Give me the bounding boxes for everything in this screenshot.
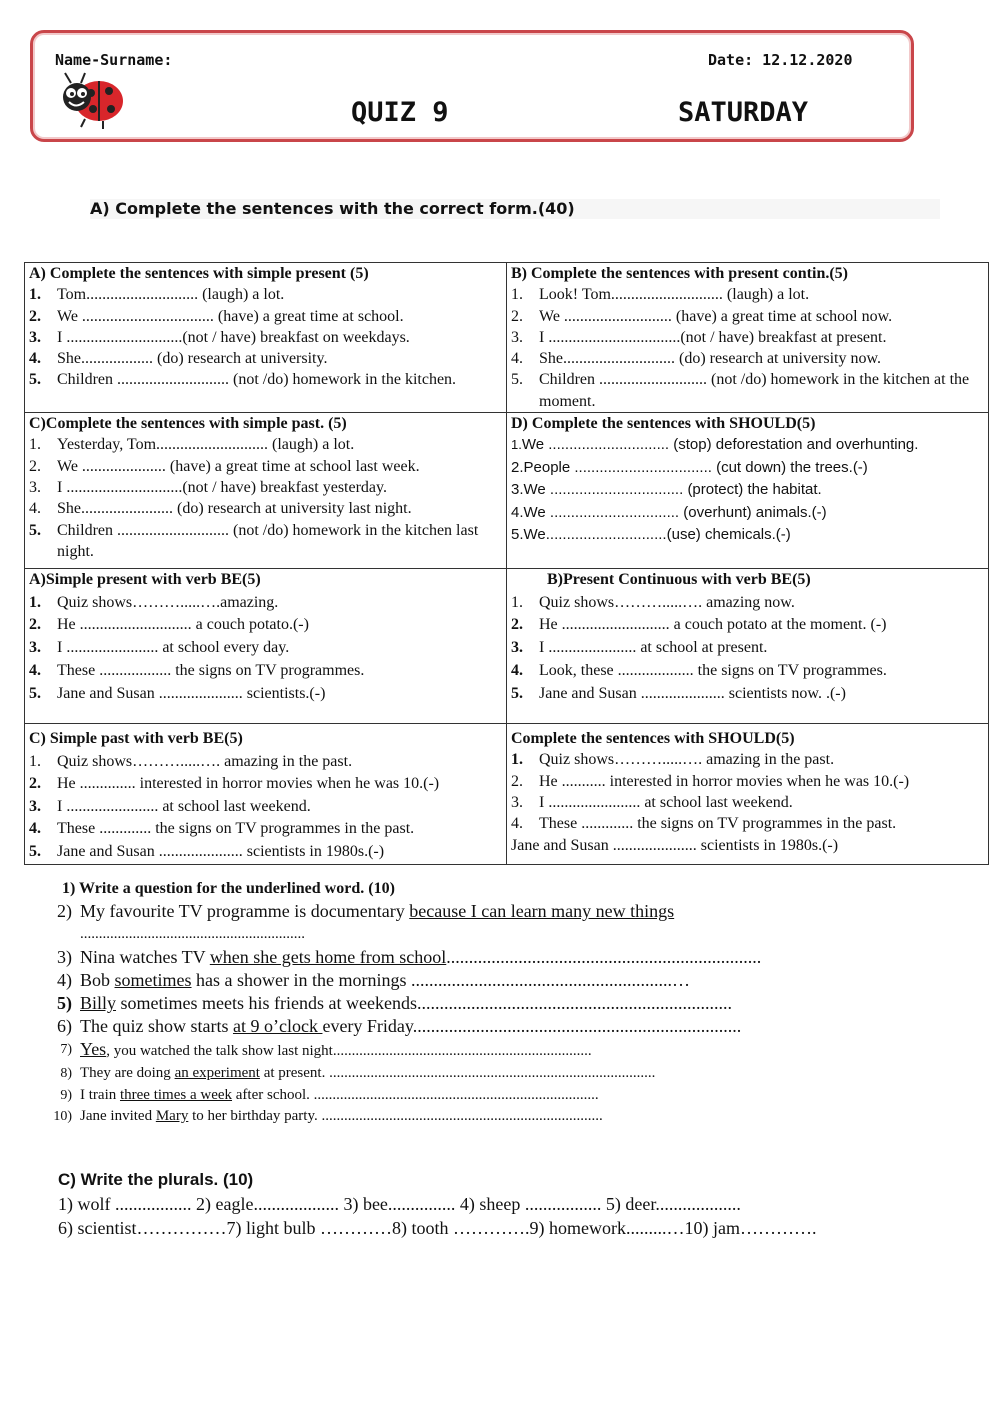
- item-number: 2.: [29, 775, 41, 793]
- cell-present-continuous: [507, 263, 989, 413]
- question-text: My favourite TV programme is documentary: [80, 901, 410, 921]
- question-text: Bob: [80, 970, 115, 990]
- item-number: 5.: [511, 371, 523, 389]
- question-text: I train: [80, 1086, 120, 1103]
- item-text: We ................................ (protect) the habitat.: [523, 481, 822, 499]
- item-text: We ........................... (have) a great time at school now.: [539, 307, 893, 325]
- question-text: The quiz show starts: [80, 1016, 233, 1036]
- ladybug-icon: [55, 69, 127, 131]
- item-text: Children ............................ (not /do) homework in the kitchen last night.: [57, 521, 479, 560]
- item-number: 1.: [511, 593, 523, 611]
- question-continuation: [40, 923, 960, 946]
- item-number: 3.: [29, 639, 41, 657]
- item-text: I ....................... at school every day.: [57, 639, 290, 657]
- item-number: 5.: [29, 684, 41, 702]
- item-text: She............................ (do) research at university now.: [539, 350, 881, 368]
- cell-title: B)Present Continuous with verb BE(5): [547, 571, 811, 589]
- item-number: 3.: [511, 639, 523, 657]
- item-number: 3.: [511, 481, 524, 499]
- item-number: 4.: [29, 350, 41, 368]
- underlined-word: an experiment: [174, 1065, 260, 1081]
- item-text: We.............................(use) chemicals.(-): [523, 526, 791, 544]
- item-text: We ..................... (have) a great time at school last week.: [57, 457, 420, 475]
- question-item: [40, 1106, 960, 1128]
- item-number: 2.: [29, 457, 41, 475]
- item-number: 1.: [29, 752, 41, 770]
- question-item: [40, 1063, 960, 1085]
- item-number: 4.: [511, 350, 523, 368]
- item-number: 1.: [29, 436, 41, 454]
- question-number: 3): [57, 947, 72, 967]
- question-text: Jane invited: [80, 1108, 156, 1124]
- item-number: 5.: [29, 371, 41, 389]
- cell-title: B) Complete the sentences with present contin.(5): [511, 265, 848, 282]
- item-text: Look, these ................... the signs on TV programmes.: [539, 661, 887, 679]
- question-section: [40, 880, 960, 1128]
- item-number: 4.: [29, 661, 41, 679]
- item-text: We ............................... (overhunt) animals.(-): [523, 503, 827, 521]
- item-text: I ....................... at school last weekend.: [539, 793, 793, 811]
- cell-past-be: [25, 724, 507, 865]
- answer-line: ............................................................: [80, 926, 305, 942]
- item-text: Children ........................... (not /do) homework in the kitchen at the moment.: [539, 371, 970, 410]
- cell-title: D) Complete the sentences with SHOULD(5): [511, 415, 816, 433]
- question-number: 9): [60, 1087, 72, 1103]
- item-number: 1.: [511, 286, 523, 304]
- item-number: 1.: [511, 751, 523, 769]
- cell-simple-past: [25, 413, 507, 569]
- question-text: to her birthday party. ...........................................................................: [188, 1108, 603, 1124]
- question-item: [40, 992, 960, 1015]
- item-text: Tom............................ (laugh) a lot.: [57, 286, 285, 304]
- item-text: These .................. the signs on TV programmes.: [57, 661, 365, 679]
- item-text: I .............................(not / have) breakfast on weekdays.: [57, 328, 410, 346]
- item-number: 3.: [29, 478, 41, 496]
- question-text: ......................................................................: [446, 947, 762, 967]
- question-item: [40, 969, 960, 992]
- section-a-title: A) Complete the sentences with the correct form.(40): [90, 199, 940, 219]
- question-text: after school. ............................................................................: [232, 1086, 599, 1103]
- item-text: We ................................. (have) a great time at school.: [57, 307, 404, 325]
- quiz-title: QUIZ 9: [351, 97, 449, 128]
- underlined-word: when she gets home from school: [209, 947, 447, 967]
- item-text: Jane and Susan ..................... scientists in 1980s.(-): [511, 836, 839, 854]
- plurals-section: [58, 1170, 958, 1240]
- cell-continuous-be: [507, 569, 989, 724]
- item-number: 2.: [29, 616, 41, 634]
- question-item: [40, 900, 960, 923]
- item-number: 5.: [511, 526, 524, 544]
- item-number: 4.: [511, 815, 523, 833]
- item-text: I .................................(not / have) breakfast at present.: [539, 328, 887, 346]
- item-text: Quiz shows……….....….amazing.: [57, 593, 279, 611]
- name-surname-label: Name-Surname:: [55, 51, 173, 69]
- item-text: We ............................. (stop) deforestation and overhunting.: [521, 436, 919, 454]
- item-text: Look! Tom............................ (laugh) a lot.: [539, 286, 810, 304]
- underlined-word: at 9 o’clock: [232, 1016, 323, 1036]
- question-item: [40, 1038, 960, 1063]
- question-item: [40, 1085, 960, 1107]
- cell-should: [507, 413, 989, 569]
- underlined-word: because I can learn many new things: [409, 901, 675, 921]
- question-text: has a shower in the mornings ..........................................................…: [191, 970, 690, 990]
- item-number: 2.: [511, 616, 523, 634]
- item-text: Jane and Susan ..................... scientists now. .(-): [539, 684, 846, 702]
- item-text: Quiz shows……….....…. amazing now.: [539, 593, 795, 611]
- underlined-word: sometimes: [114, 970, 192, 990]
- item-number: 5.: [511, 684, 523, 702]
- underlined-word: Yes: [80, 1039, 107, 1059]
- item-number: 3.: [29, 328, 41, 346]
- item-number: 3.: [29, 797, 41, 815]
- cell-title: A) Complete the sentences with simple present (5): [29, 265, 369, 282]
- item-text: He .............. interested in horror movies when he was 10.(-): [57, 775, 440, 793]
- cell-title: A)Simple present with verb BE(5): [29, 571, 261, 589]
- cell-title: C)Complete the sentences with simple past. (5): [29, 415, 347, 433]
- item-text: He ........................... a couch potato at the moment. (-): [539, 616, 887, 634]
- item-number: 5.: [29, 843, 41, 861]
- item-number: 2.: [511, 458, 524, 476]
- item-text: She....................... (do) research at university last night.: [57, 500, 412, 518]
- plurals-line-2: 6) scientist……………7) light bulb …………8) tooth ………….9) homework.........…10) jam………….: [58, 1218, 817, 1238]
- underlined-word: Mary: [155, 1108, 189, 1124]
- item-text: Quiz shows……….....…. amazing in the past.: [539, 751, 835, 769]
- cell-title: Complete the sentences with SHOULD(5): [511, 730, 795, 748]
- item-text: Quiz shows……….....…. amazing in the past.: [57, 752, 353, 770]
- question-text: They are doing: [80, 1065, 175, 1081]
- item-number: 1.: [29, 593, 41, 611]
- item-text: She.................. (do) research at university.: [57, 350, 328, 368]
- question-number: 5): [57, 993, 72, 1013]
- item-text: Jane and Susan ..................... scientists.(-): [57, 684, 326, 702]
- item-number: 3.: [511, 328, 523, 346]
- cell-simple-present: [25, 263, 507, 413]
- question-item: [40, 1015, 960, 1038]
- item-number: 2.: [29, 307, 41, 325]
- underlined-word: Billy: [80, 993, 117, 1013]
- item-number: 1.: [511, 437, 522, 453]
- date-label: Date: 12.12.2020: [708, 51, 853, 69]
- plurals-line-1: 1) wolf ................. 2) eagle................... 3) bee............... 4) sheep ................. 5) deer...................: [58, 1194, 741, 1214]
- item-text: Yesterday, Tom............................ (laugh) a lot.: [57, 436, 355, 454]
- item-number: 4.: [29, 820, 41, 838]
- question-number: 10): [53, 1109, 72, 1124]
- item-number: 1.: [29, 286, 41, 304]
- item-number: 3.: [511, 793, 523, 811]
- question-text: at present. .......................................................................................: [259, 1065, 656, 1081]
- item-text: Jane and Susan ..................... scientists in 1980s.(-): [57, 843, 385, 861]
- item-number: 4.: [29, 500, 41, 518]
- item-text: People ................................. (cut down) the trees.(-): [523, 458, 868, 476]
- question-text: , you watched the talk show last night.....................................................................: [106, 1043, 592, 1059]
- question-section-title: 1) Write a question for the underlined word. (10): [62, 880, 395, 897]
- item-number: 2.: [511, 772, 523, 790]
- item-text: I .............................(not / have) breakfast yesterday.: [57, 478, 387, 496]
- item-text: Children ............................ (not /do) homework in the kitchen.: [57, 371, 457, 389]
- question-number: 4): [57, 970, 72, 990]
- question-text: every Friday.........................................................................: [322, 1016, 742, 1036]
- exercise-grid: [24, 262, 989, 865]
- question-text: sometimes meets his friends at weekends......................................................................: [116, 993, 732, 1013]
- question-item: [40, 946, 960, 969]
- cell-title: C) Simple past with verb BE(5): [29, 730, 243, 748]
- question-number: 7): [60, 1042, 72, 1057]
- item-text: These ............. the signs on TV programmes in the past.: [539, 815, 897, 833]
- question-number: 6): [57, 1016, 72, 1036]
- item-text: He ........... interested in horror movies when he was 10.(-): [539, 772, 910, 790]
- cell-present-be: [25, 569, 507, 724]
- item-number: 2.: [511, 307, 523, 325]
- item-text: He ............................ a couch potato.(-): [57, 616, 309, 634]
- question-number: 2): [57, 901, 72, 921]
- underlined-word: three times a week: [119, 1086, 233, 1103]
- item-number: 5.: [29, 521, 41, 539]
- item-text: I ....................... at school last weekend.: [57, 797, 311, 815]
- item-text: These ............. the signs on TV programmes in the past.: [57, 820, 415, 838]
- item-number: 4.: [511, 661, 523, 679]
- question-text: Nina watches TV: [80, 947, 210, 967]
- quiz-header: [30, 30, 914, 142]
- item-number: 4.: [511, 503, 524, 521]
- plurals-title: C) Write the plurals. (10): [58, 1170, 254, 1189]
- item-text: I ...................... at school at present.: [539, 639, 768, 657]
- quiz-day: SATURDAY: [678, 97, 809, 128]
- cell-should-be: [507, 724, 989, 865]
- question-number: 8): [60, 1066, 72, 1081]
